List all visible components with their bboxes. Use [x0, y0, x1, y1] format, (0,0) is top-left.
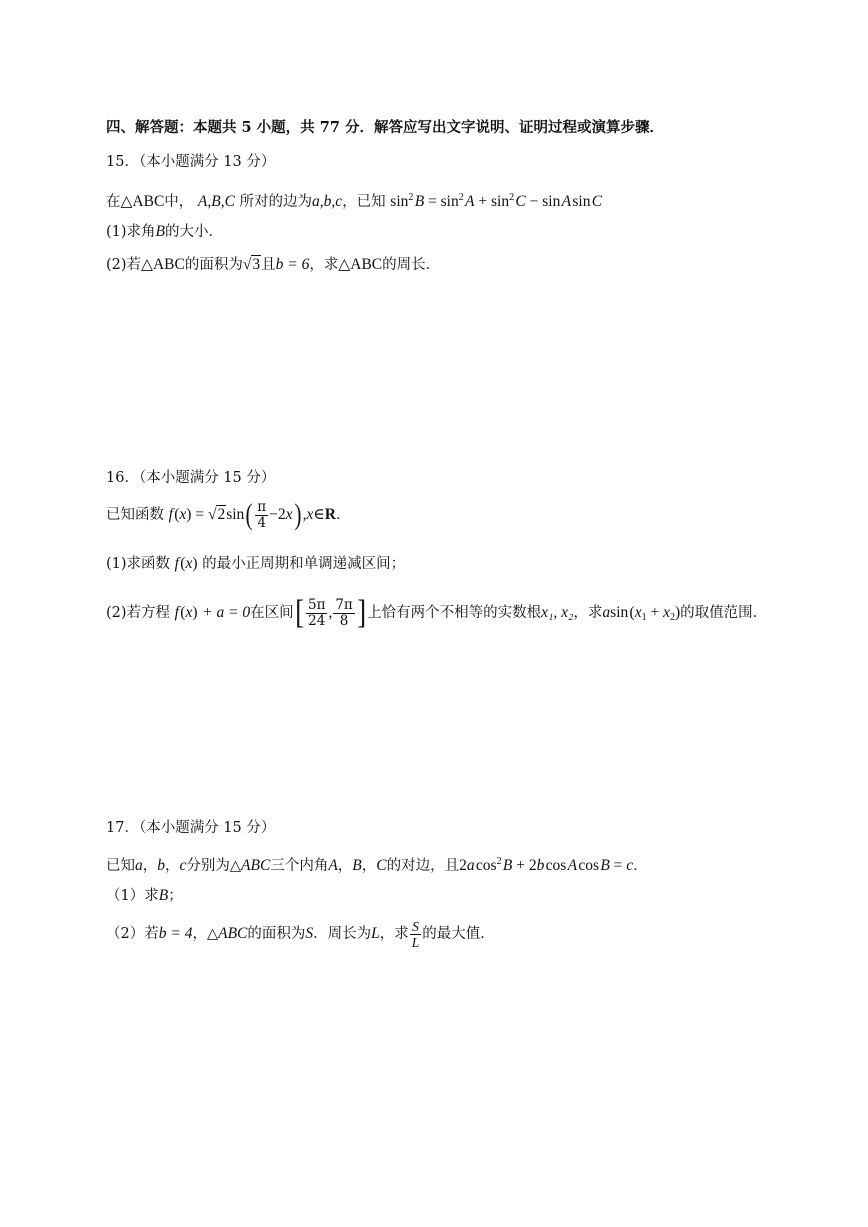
q15-part2 [106, 253, 440, 277]
q15-part2-prefix: (2)若 [106, 257, 142, 273]
q15-header: 15．（本小题满分 13 分） [106, 154, 276, 170]
q16-interval-right: $\frac{7\pi}{8}$ [335, 596, 353, 629]
q15-part2-triangle: △ABC [141, 256, 185, 273]
q17-stem-mid2: 三个内角 [270, 858, 329, 874]
q16-part1 [106, 552, 405, 576]
q16-part2-mid2: 上恰有两个不相等的实数根 [367, 605, 542, 621]
q17-part2-suffix: 的最大值． [422, 926, 495, 942]
q17-var-b: b [157, 857, 165, 874]
q16-stem-suffix: ． [336, 507, 351, 523]
q15-part1-var: B [155, 223, 166, 240]
q16-close-paren: ) [294, 498, 302, 531]
q16-real-set: R [324, 506, 336, 523]
q16-part1-prefix: (1)求函数 [106, 556, 171, 572]
q17-header: 17．（本小题满分 15 分） [106, 820, 276, 836]
q16-function-def: f (x) = √2sin [168, 506, 245, 523]
q16-pi-over-4: $\frac{\pi}{4}$ [257, 498, 267, 531]
q16-open-paren: ( [245, 498, 253, 531]
q15-part1 [106, 220, 223, 244]
q15-part1-prefix: (1)求角 [106, 224, 156, 240]
q16-open-bracket: [ [294, 594, 304, 631]
q16-part1-fx: f (x) [174, 555, 198, 572]
q15-part1-suffix: 的大小． [165, 224, 224, 240]
q15-part2-suffix: 的周长． [382, 257, 441, 273]
q16-domain: x∈ [306, 506, 325, 523]
q17-stem-prefix: 已知 [106, 858, 135, 874]
q15-part2-and: 且 [261, 257, 276, 273]
q17-tri: ABC [241, 857, 271, 874]
q15-stem-mid2: 所对的边为 [239, 194, 313, 210]
q16-part2-expr: asin $(x_1 + x_2)$ [602, 604, 681, 623]
q16-header: 16．（本小题满分 15 分） [106, 470, 276, 486]
q15-vertices: A,B,C [197, 193, 235, 210]
q17-part2-L: L [371, 925, 380, 942]
section-title: 四、解答题：本题共 5 小题，共 77 分．解答应写出文字说明、证明过程或演算步骤． [106, 119, 664, 136]
q16-part2-mid: 在区间 [250, 605, 294, 621]
q15-stem-mid: 中， [164, 194, 194, 210]
q17-part1-prefix: （1）求 [106, 888, 159, 904]
q15-part2-triangle2: △ABC [338, 256, 383, 273]
q16-part2-roots: x₁, x₂ [541, 604, 574, 621]
q17-part2-ask: ，求 [379, 926, 409, 942]
q17-s-over-l: $\frac{S}{L}$ [411, 918, 420, 950]
q17-stem-mid3: 的对边，且 [386, 858, 460, 874]
q17-part2-S: S [305, 925, 314, 942]
q15-stem-mid3: ，已知 [342, 194, 386, 210]
q17-stem-mid: 分别为△ [186, 858, 242, 874]
q16-part2-eq: + a = 0 [202, 604, 251, 621]
q17-var-a: a [135, 857, 143, 874]
q17-part2-mid: ，△ [192, 926, 219, 942]
q15-stem-prefix: 在 [106, 194, 121, 210]
q16-stem-prefix: 已知函数 [106, 507, 164, 523]
q17-angle-B: B [352, 857, 362, 874]
q15-sqrt3: √3 [242, 256, 261, 273]
q17-condition-formula: 2a $\cos^2$ B + 2b cos A cos B = c [459, 856, 634, 874]
q16-part2-suffix: 的取值范围． [680, 605, 768, 621]
q17-angle-A: A [328, 857, 338, 874]
q17-part2 [106, 916, 495, 952]
q17-part1-var: B [158, 887, 169, 904]
q17-stem: 已知a，b，c分别为△ABC三个内角A，B，C的对边，且2a $\cos^2$ B + 2b cos A cos B = c． [106, 856, 648, 874]
q17-var-c: c [179, 857, 187, 874]
q16-interval-left: $\frac{5\pi}{24}$ [307, 596, 326, 629]
q15-stem [106, 186, 602, 214]
q15-condition-formula: $\sin^2$ $B = \sin^2$ $A + \sin^2$ C − sin A sin C [390, 192, 603, 210]
q17-part2-cond: b = 4 [158, 925, 193, 942]
q16-stem: 已知函数 f (x) = √2sin( $\frac{\pi}{4}$ −2x),x∈R． [106, 498, 351, 531]
q16-part2-ask: ，求 [573, 605, 603, 621]
q15-part2-cond: b = 6 [275, 256, 310, 273]
q17-part2-perim: ．周长为 [313, 926, 372, 942]
q16-part2-fx: f (x) [174, 604, 198, 621]
q17-angle-C: C [376, 857, 387, 874]
q16-part2-prefix: (2)若方程 [106, 605, 171, 621]
q17-part1 [106, 884, 183, 908]
q16-minus-2x: −2x [269, 506, 293, 523]
q15-part2-mid: 的面积为 [184, 257, 243, 273]
q16-close-bracket: ] [356, 594, 366, 631]
q17-part1-suffix: ； [168, 888, 183, 904]
q15-part2-ask: ，求 [309, 257, 339, 273]
q15-sides: a,b,c [312, 193, 343, 210]
q17-part2-area: 的面积为 [247, 926, 306, 942]
q16-part1-suffix: 的最小正周期和单调递减区间； [202, 556, 406, 572]
q17-part2-prefix: （2）若 [106, 926, 159, 942]
q16-part2: (2)若方程 f (x) + a = 0在区间[ $\frac{5\pi}{24}$ , $\frac{7\pi}{8}$ ]上恰有两个不相等的实数根x₁, x₂，求asin $(x_1 + x_2)$的取值范围． [106, 594, 768, 631]
q15-triangle: △ABC [120, 193, 165, 210]
q17-part2-tri: ABC [218, 925, 248, 942]
